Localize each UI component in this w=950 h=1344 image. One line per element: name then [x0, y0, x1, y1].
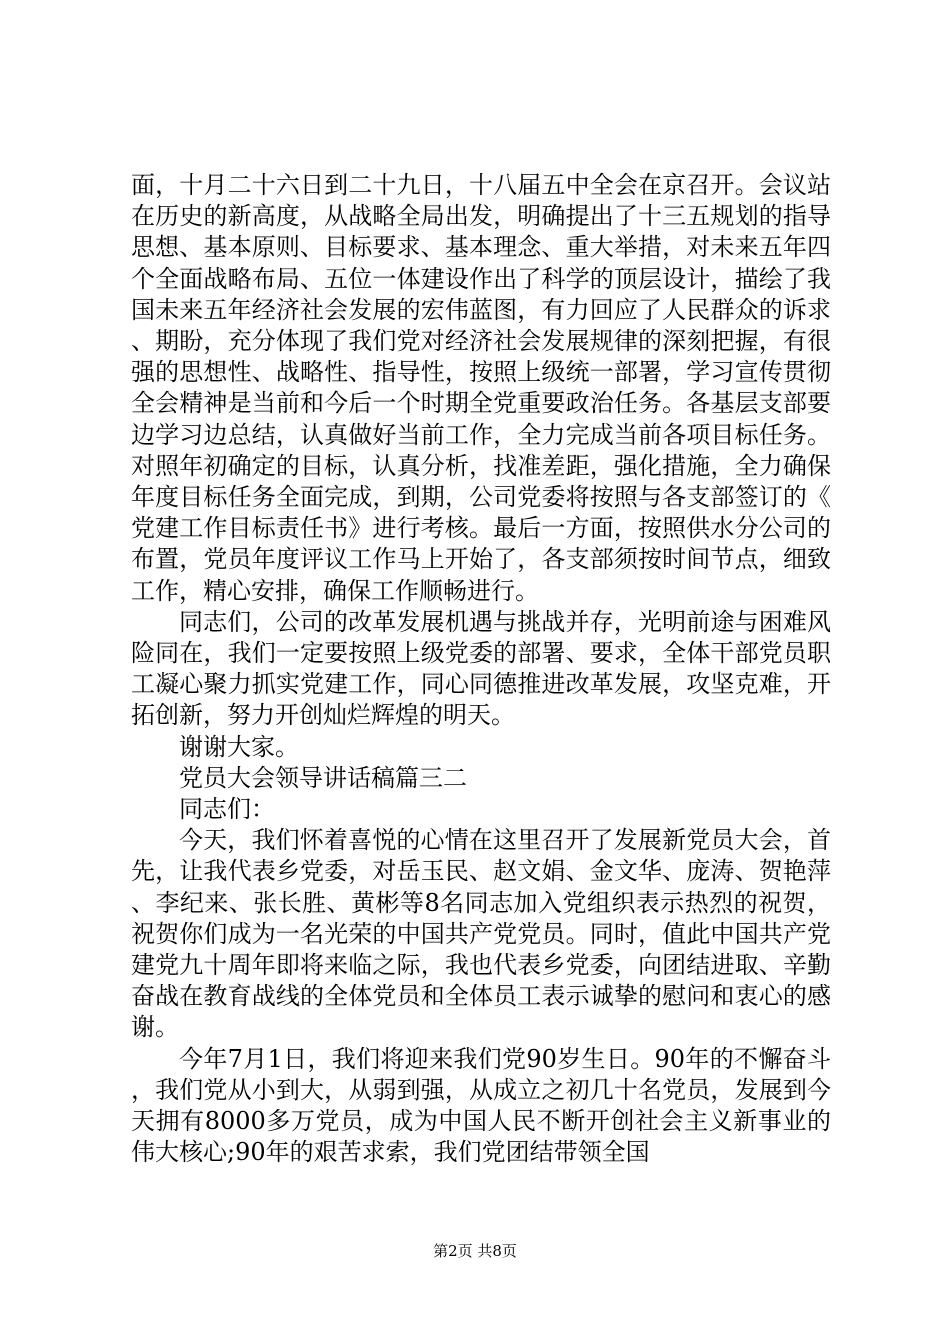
section-heading: 党员大会领导讲话稿篇三二	[179, 763, 467, 792]
paragraph-thanks: 谢谢大家。	[179, 732, 299, 761]
paragraph-continuation: 面，十月二十六日到二十九日，十八届五中全会在京召开。会议站在历史的新高度，从战略全局出发，明确提出了十三五规划的指导思想、基本原则、目标要求、基本理念、重大举措，对未来五年四个全面战略布局、五位一体建设作出了科学的顶层设计，描绘了我国未来五年经济社会发展的宏伟蓝图，有力回应了人民群众的诉求、期盼，充分体现了我们党对经济社会发展规律的深刻把握，有很强的思想性、战略性、指导性，按照上级统一部署，学习宣传贯彻全会精神是当前和今后一个时期全党重要政治任务。各基层支部要边学习边总结，认真做好当前工作，全力完成当前各项目标任务。对照年初确定的目标，认真分析，找准差距，强化措施，全力确保年度目标任务全面完成，到期，公司党委将按照与各支部签订的《党建工作目标责任书》进行考核。最后一方面，按照供水分公司的布置，党员年度评议工作马上开始了，各支部须按时间节点，细致工作，精心安排，确保工作顺畅进行。	[131, 171, 831, 605]
paragraph-welcome: 今天，我们怀着喜悦的心情在这里召开了发展新党员大会，首先，让我代表乡党委，对岳玉民、赵文娟、金文华、庞涛、贺艳萍、李纪来、张长胜、黄彬等8名同志加入党组织表示热烈的祝贺，祝贺你们成为一名光荣的中国共产党党员。同时，值此中国共产党建党九十周年即将来临之际，我也代表乡党委，向团结进取、辛勤奋战在教育战线的全体党员和全体员工表示诚挚的慰问和衷心的感谢。	[131, 826, 831, 1042]
document-body	[131, 170, 831, 1169]
paragraph-salutation: 同志们：	[179, 795, 275, 824]
paragraph-closing-remarks: 同志们，公司的改革发展机遇与挑战并存，光明前途与困难风险同在，我们一定要按照上级党委的部署、要求，全体干部党员职工凝心聚力抓实党建工作，同心同德推进改革发展，攻坚克难，开拓创新，努力开创灿烂辉煌的明天。	[131, 607, 831, 730]
paragraph-anniversary: 今年7月1日，我们将迎来我们党90岁生日。90年的不懈奋斗，我们党从小到大，从弱到强，从成立之初几十名党员，发展到今天拥有8000多万党员，成为中国人民不断开创社会主义新事业的伟大核心;90年的艰苦求索，我们党团结带领全国	[131, 1044, 831, 1167]
page-footer: 第2页 共8页	[433, 1242, 517, 1260]
